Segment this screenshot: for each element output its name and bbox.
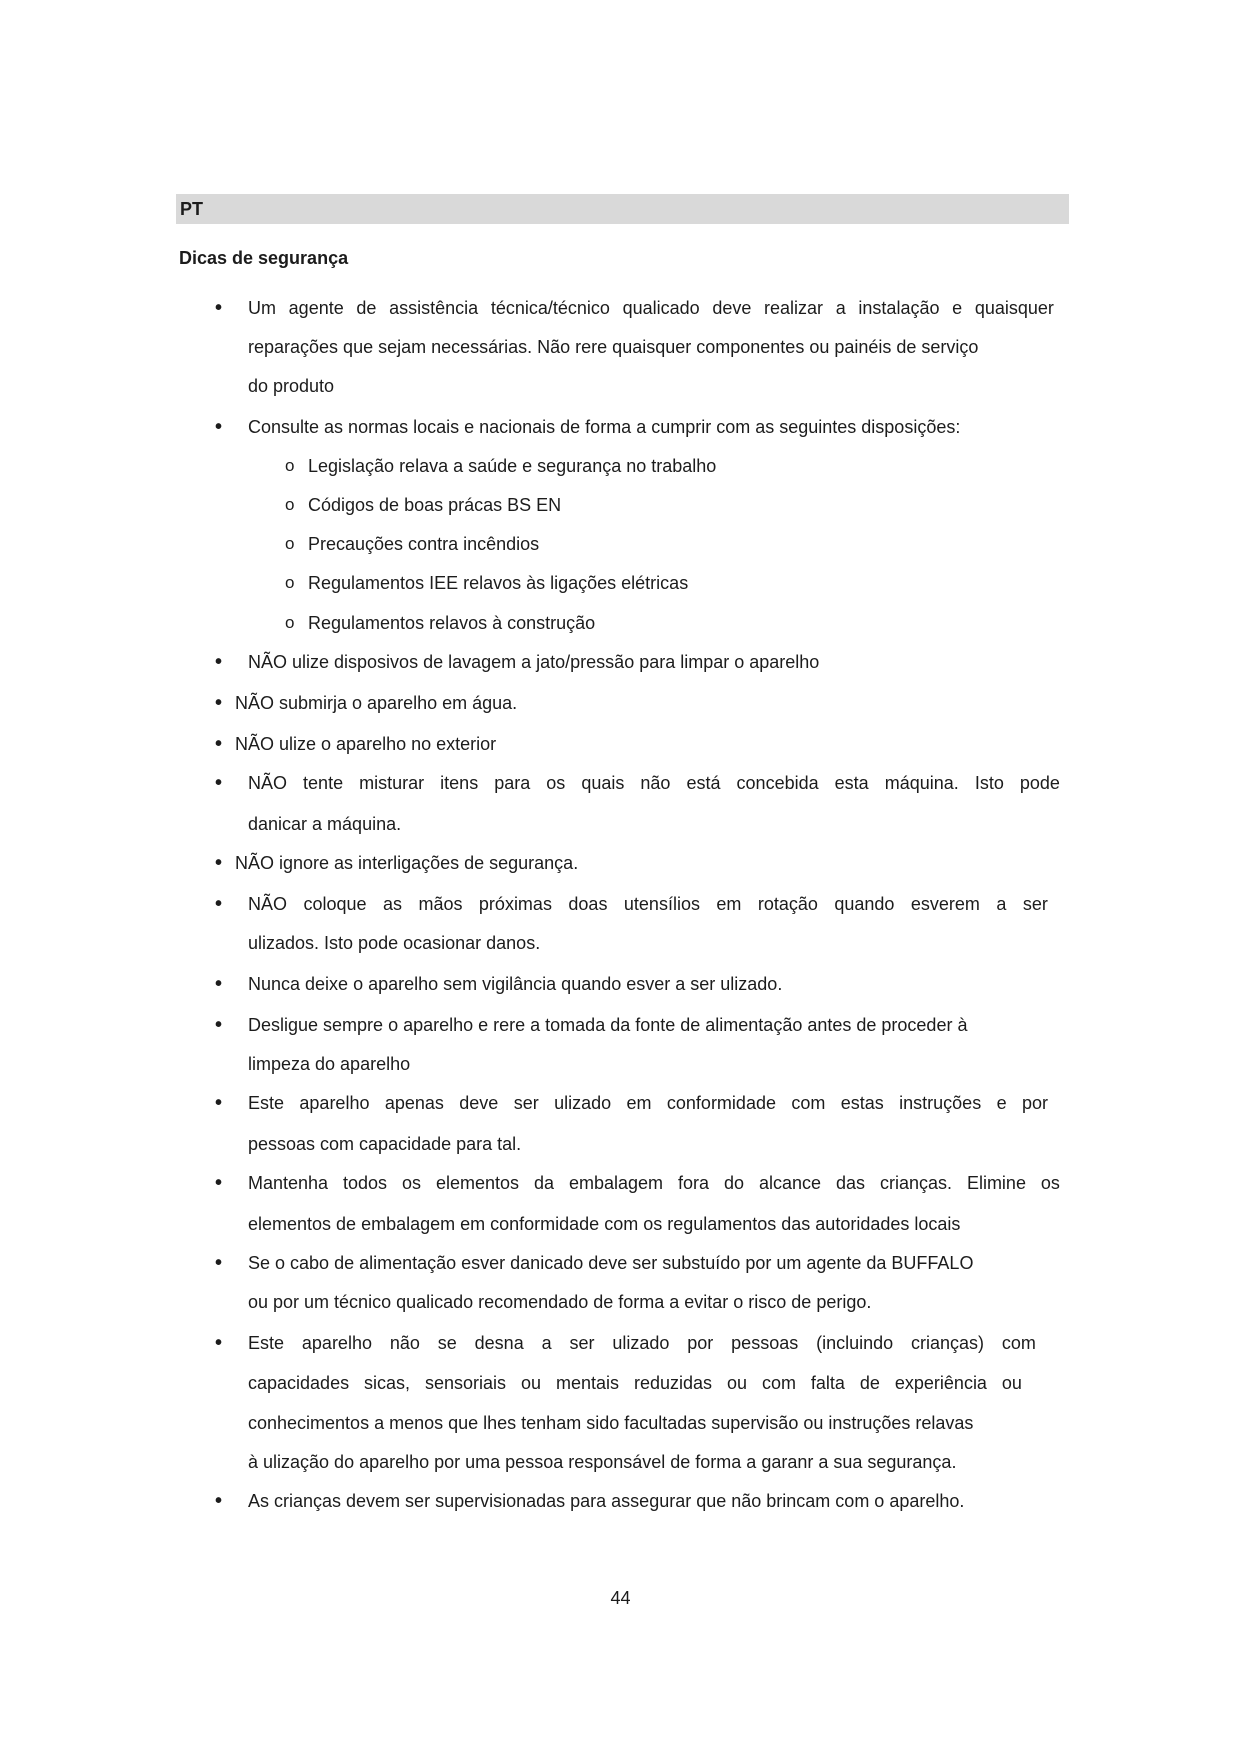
bullet-icon: • — [215, 297, 223, 319]
bullet-icon: • — [215, 893, 223, 915]
list-item-line: limpeza do aparelho — [248, 1054, 411, 1074]
circle-bullet-icon: o — [285, 456, 295, 475]
sub-list-item: Precauções contra incêndios — [308, 534, 540, 554]
bullet-icon: • — [215, 1490, 223, 1512]
language-code: PT — [180, 199, 204, 219]
bullet-icon: • — [215, 852, 223, 874]
list-item-line: Este aparelho não se desna a ser ulizado por pessoas (incluindo crianças) com — [248, 1333, 1036, 1353]
list-item-line: pessoas com capacidade para tal. — [248, 1134, 522, 1154]
list-item-line: Se o cabo de alimentação esver danicado deve ser substuído por um agente da BUFFALO — [248, 1253, 974, 1273]
list-item-line: Um agente de assistência técnica/técnico qualicado deve realizar a instalação e quaisquer — [248, 298, 1054, 318]
circle-bullet-icon: o — [285, 613, 295, 632]
list-item-line: Este aparelho apenas deve ser ulizado em conformidade com estas instruções e por — [248, 1093, 1048, 1113]
list-item-line: danicar a máquina. — [248, 814, 402, 834]
list-item-line: NÃO ignore as interligações de segurança. — [235, 853, 579, 873]
list-item-line: Nunca deixe o aparelho sem vigilância quando esver a ser ulizado. — [248, 974, 783, 994]
list-item-line: ulizados. Isto pode ocasionar danos. — [248, 933, 541, 953]
bullet-icon: • — [215, 416, 223, 438]
sub-list-item: Regulamentos relavos à construção — [308, 613, 596, 633]
list-item-line: do produto — [248, 376, 335, 396]
bullet-icon: • — [215, 692, 223, 714]
bullet-icon: • — [215, 1014, 223, 1036]
list-item-line: reparações que sejam necessárias. Não rere quaisquer componentes ou painéis de serviço — [248, 337, 979, 357]
circle-bullet-icon: o — [285, 573, 295, 592]
bullet-icon: • — [215, 651, 223, 673]
bullet-icon: • — [215, 1252, 223, 1274]
list-item-line: NÃO ulize disposivos de lavagem a jato/pressão para limpar o aparelho — [248, 652, 820, 672]
bullet-icon: • — [215, 1092, 223, 1114]
circle-bullet-icon: o — [285, 534, 295, 553]
list-item-line: elementos de embalagem em conformidade com os regulamentos das autoridades locais — [248, 1214, 961, 1234]
list-item-line: NÃO ulize o aparelho no exterior — [235, 734, 497, 754]
list-item-line: As crianças devem ser supervisionadas para assegurar que não brincam com o aparelho. — [248, 1491, 965, 1511]
list-item-line: NÃO tente misturar itens para os quais não está concebida esta máquina. Isto pode — [248, 773, 1060, 793]
bullet-icon: • — [215, 973, 223, 995]
list-item-line: capacidades sicas, sensoriais ou mentais reduzidas ou com falta de experiência ou — [248, 1373, 1022, 1393]
list-item-line: ou por um técnico qualicado recomendado de forma a evitar o risco de perigo. — [248, 1292, 872, 1312]
list-item-line: à ulização do aparelho por uma pessoa responsável de forma a garanr a sua segurança. — [248, 1452, 957, 1472]
section-title: Dicas de segurança — [179, 248, 349, 268]
bullet-icon: • — [215, 733, 223, 755]
bullet-icon: • — [215, 772, 223, 794]
bullet-icon: • — [215, 1172, 223, 1194]
bullet-icon: • — [215, 1332, 223, 1354]
sub-list-item: Regulamentos IEE relavos às ligações elétricas — [308, 573, 689, 593]
list-item-line: Mantenha todos os elementos da embalagem fora do alcance das crianças. Elimine os — [248, 1173, 1060, 1193]
list-item-line: NÃO submirja o aparelho em água. — [235, 693, 518, 713]
sub-list-item: Legislação relava a saúde e segurança no trabalho — [308, 456, 717, 476]
sub-list-item: Códigos de boas prácas BS EN — [308, 495, 562, 515]
list-item-line: NÃO coloque as mãos próximas doas utensílios em rotação quando esverem a ser — [248, 894, 1048, 914]
list-item-line: Desligue sempre o aparelho e rere a tomada da fonte de alimentação antes de proceder à — [248, 1015, 968, 1035]
page-number: 44 — [610, 1588, 631, 1608]
circle-bullet-icon: o — [285, 495, 295, 514]
list-item-line: conhecimentos a menos que lhes tenham sido facultadas supervisão ou instruções relavas — [248, 1413, 974, 1433]
list-item-line: Consulte as normas locais e nacionais de forma a cumprir com as seguintes disposições: — [248, 417, 961, 437]
